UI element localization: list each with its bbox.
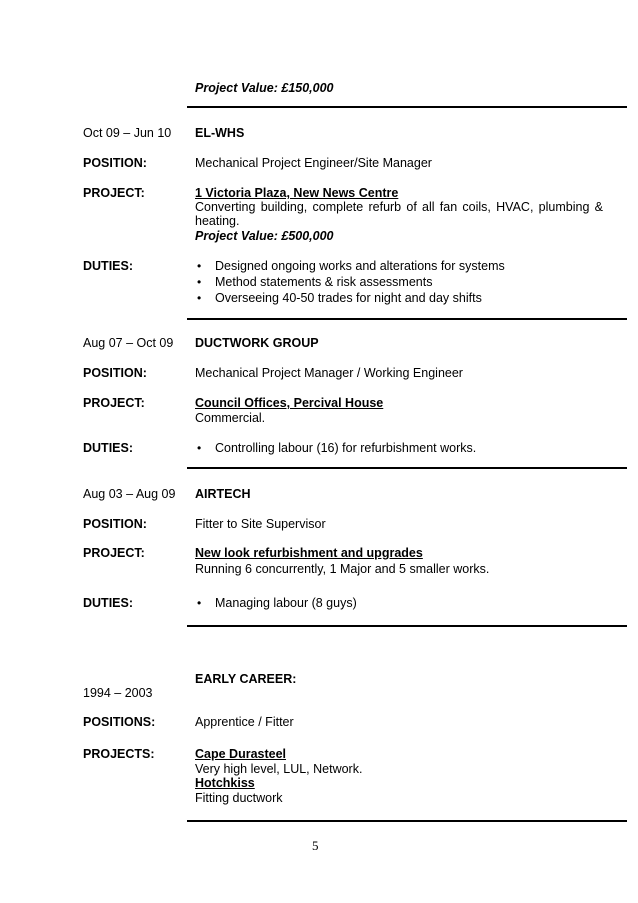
job1-position: Mechanical Project Engineer/Site Manager — [195, 156, 432, 170]
bullet-icon: • — [197, 259, 202, 273]
bullet-icon: • — [197, 275, 202, 289]
job2-duties-label: DUTIES: — [83, 441, 133, 455]
bullet-icon: • — [197, 441, 202, 455]
job1-dates: Oct 09 – Jun 10 — [83, 126, 172, 140]
job3-project-desc: Running 6 concurrently, 1 Major and 5 smaller works. — [195, 562, 490, 576]
job1-duty-1: Designed ongoing works and alterations for systems — [215, 259, 505, 273]
job2-position-label: POSITION: — [83, 366, 147, 380]
divider-5 — [187, 820, 627, 822]
job1-project-title: 1 Victoria Plaza, New News Centre — [195, 186, 399, 200]
job2-project-label: PROJECT: — [83, 396, 145, 410]
job1-project-label: PROJECT: — [83, 186, 145, 200]
job2-dates: Aug 07 – Oct 09 — [83, 336, 174, 350]
early-project-1-desc: Very high level, LUL, Network. — [195, 762, 363, 776]
early-career-heading: EARLY CAREER: — [195, 672, 297, 686]
job2-project-title: Council Offices, Percival House — [195, 396, 384, 410]
job1-duty-2: Method statements & risk assessments — [215, 275, 433, 289]
job3-position-label: POSITION: — [83, 517, 147, 531]
job2-company: DUCTWORK GROUP — [195, 336, 319, 350]
job1-project-desc: Converting building, complete refurb of all fan coils, HVAC, plumbing & heating. — [195, 200, 603, 228]
bullet-icon: • — [197, 291, 202, 305]
job1-position-label: POSITION: — [83, 156, 147, 170]
early-dates: 1994 – 2003 — [83, 686, 153, 700]
job3-project-title: New look refurbishment and upgrades — [195, 546, 423, 560]
early-project-2-desc: Fitting ductwork — [195, 791, 283, 805]
job1-project-value: Project Value: £500,000 — [195, 229, 334, 243]
divider-4 — [187, 625, 627, 627]
job1-company: EL-WHS — [195, 126, 245, 140]
job3-company: AIRTECH — [195, 487, 251, 501]
early-positions-label: POSITIONS: — [83, 715, 156, 729]
divider-2 — [187, 318, 627, 320]
job3-project-label: PROJECT: — [83, 546, 145, 560]
early-projects-label: PROJECTS: — [83, 747, 155, 761]
job1-duty-3: Overseeing 40-50 trades for night and day shifts — [215, 291, 482, 305]
job1-duties-label: DUTIES: — [83, 259, 133, 273]
project-value-top: Project Value: £150,000 — [195, 81, 334, 95]
page-number: 5 — [312, 838, 319, 853]
divider-1 — [187, 106, 627, 108]
job3-dates: Aug 03 – Aug 09 — [83, 487, 176, 501]
job3-duty-1: Managing labour (8 guys) — [215, 596, 357, 610]
job2-project-desc: Commercial. — [195, 411, 266, 425]
job2-duty-1: Controlling labour (16) for refurbishment works. — [215, 441, 477, 455]
early-project-2-title: Hotchkiss — [195, 776, 255, 790]
early-project-1-title: Cape Durasteel — [195, 747, 287, 761]
bullet-icon: • — [197, 596, 202, 610]
early-positions: Apprentice / Fitter — [195, 715, 294, 729]
divider-3 — [187, 467, 627, 469]
job3-duties-label: DUTIES: — [83, 596, 133, 610]
job2-position: Mechanical Project Manager / Working Engineer — [195, 366, 463, 380]
job3-position: Fitter to Site Supervisor — [195, 517, 326, 531]
